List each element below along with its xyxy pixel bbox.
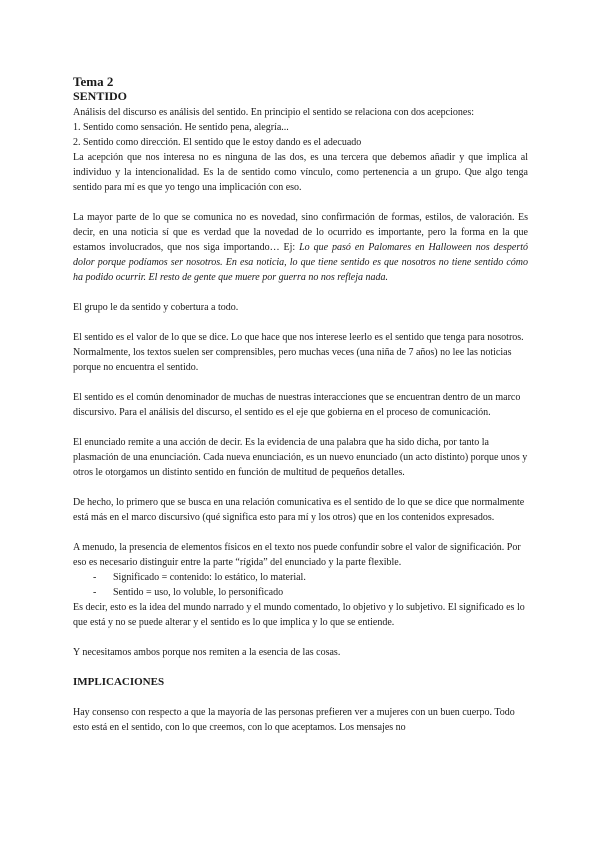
section-heading-implicaciones: IMPLICACIONES: [73, 676, 165, 688]
doc-title: Tema 2: [73, 74, 114, 89]
numbered-item-1: 1. Sentido como sensación. He sentido pena, alegría...: [73, 122, 289, 133]
bullet-list: [73, 570, 528, 600]
bullet-item: - Significado = contenido: lo estático, lo material.: [93, 570, 528, 585]
paragraph-5: El sentido es el común denominador de muchas de nuestras interacciones que se encuentran dentro de un marco discursivo. Para el análisis del discurso, el sentido es el eje que gobierna en el proceso de comunicación.: [73, 392, 521, 418]
numbered-item-2: 2. Sentido como dirección. El sentido que le estoy dando es el adecuado: [73, 137, 362, 148]
paragraph-11: Hay consenso con respecto a que la mayoría de las personas prefieren ver a mujeres con un buen cuerpo. Todo esto está en el sentido, con lo que creemos, con lo que aceptamos. Los mensajes no: [73, 707, 515, 733]
bullet-item: - Sentido = uso, lo voluble, lo personificado: [93, 585, 528, 600]
paragraph-9: Es decir, esto es la idea del mundo narrado y el mundo comentado, lo objetivo y lo subjetivo. El significado es lo que está y no se puede alterar y el sentido es lo que implica y lo que se entiende.: [73, 602, 525, 628]
paragraph-1: La acepción que nos interesa no es ninguna de las dos, es una tercera que debemos añadir y que implica al individuo y la intencionalidad. Es la de sentido como vínculo, como pertenencia a un grupo. Que algo tenga sentido para mí es que yo tengo una implicación con eso.: [73, 152, 528, 193]
paragraph-2-example: Lo que pasó en Palomares en Halloween nos despertó dolor porque podíamos ser nosotros. En esa noticia, lo que tiene sentido es que nosotros no tiene sentido cómo ha podido ocurrir. El resto de gente que muere por guerra no nos refleja nada.: [73, 242, 528, 283]
doc-subtitle: SENTIDO: [73, 89, 128, 103]
paragraph-2-text: La mayor parte de lo que se comunica no es novedad, sino confirmación de formas, estilos, de valoración. Es decir, en una noticia sí que es verdad que la novedad de lo ocurrido es importante, pero la forma en la que estamos involucrados, que nos siga importando… Ej:: [73, 212, 528, 253]
paragraph-3: El grupo le da sentido y cobertura a todo.: [73, 302, 239, 313]
paragraph-8: A menudo, la presencia de elementos físicos en el texto nos puede confundir sobre el valor de significación. Por eso es necesario distinguir entre la parte “rígida” del enunciado y la parte flexible.: [73, 542, 521, 568]
paragraph-4: El sentido es el valor de lo que se dice. Lo que hace que nos interese leerlo es el sentido que tenga para nosotros. Normalmente, los textos suelen ser comprensibles, pero muchas veces (una niña de 7 años) no lee las noticias porque no encuentra el sentido.: [73, 332, 524, 373]
paragraph-7: De hecho, lo primero que se busca en una relación comunicativa es el sentido de lo que se dice que normalmente está más en el marco discursivo (qué significa esto para mí y los otros) que en los contenidos expresados.: [73, 497, 525, 523]
paragraph-2: [73, 210, 528, 285]
paragraph-10: Y necesitamos ambos porque nos remiten a la esencia de las cosas.: [73, 647, 341, 658]
paragraph-6: El enunciado remite a una acción de decir. Es la evidencia de una palabra que ha sido dicha, por tanto la plasmación de una enunciación. Cada nueva enunciación, es un nuevo enunciado (un acto distinto) porque unos y otros le otorgamos un distinto sentido en función de multitud de pequeños detalles.: [73, 437, 528, 478]
intro-paragraph: Análisis del discurso es análisis del sentido. En principio el sentido se relaciona con dos acepciones:: [73, 107, 475, 118]
document-page: [73, 74, 528, 735]
